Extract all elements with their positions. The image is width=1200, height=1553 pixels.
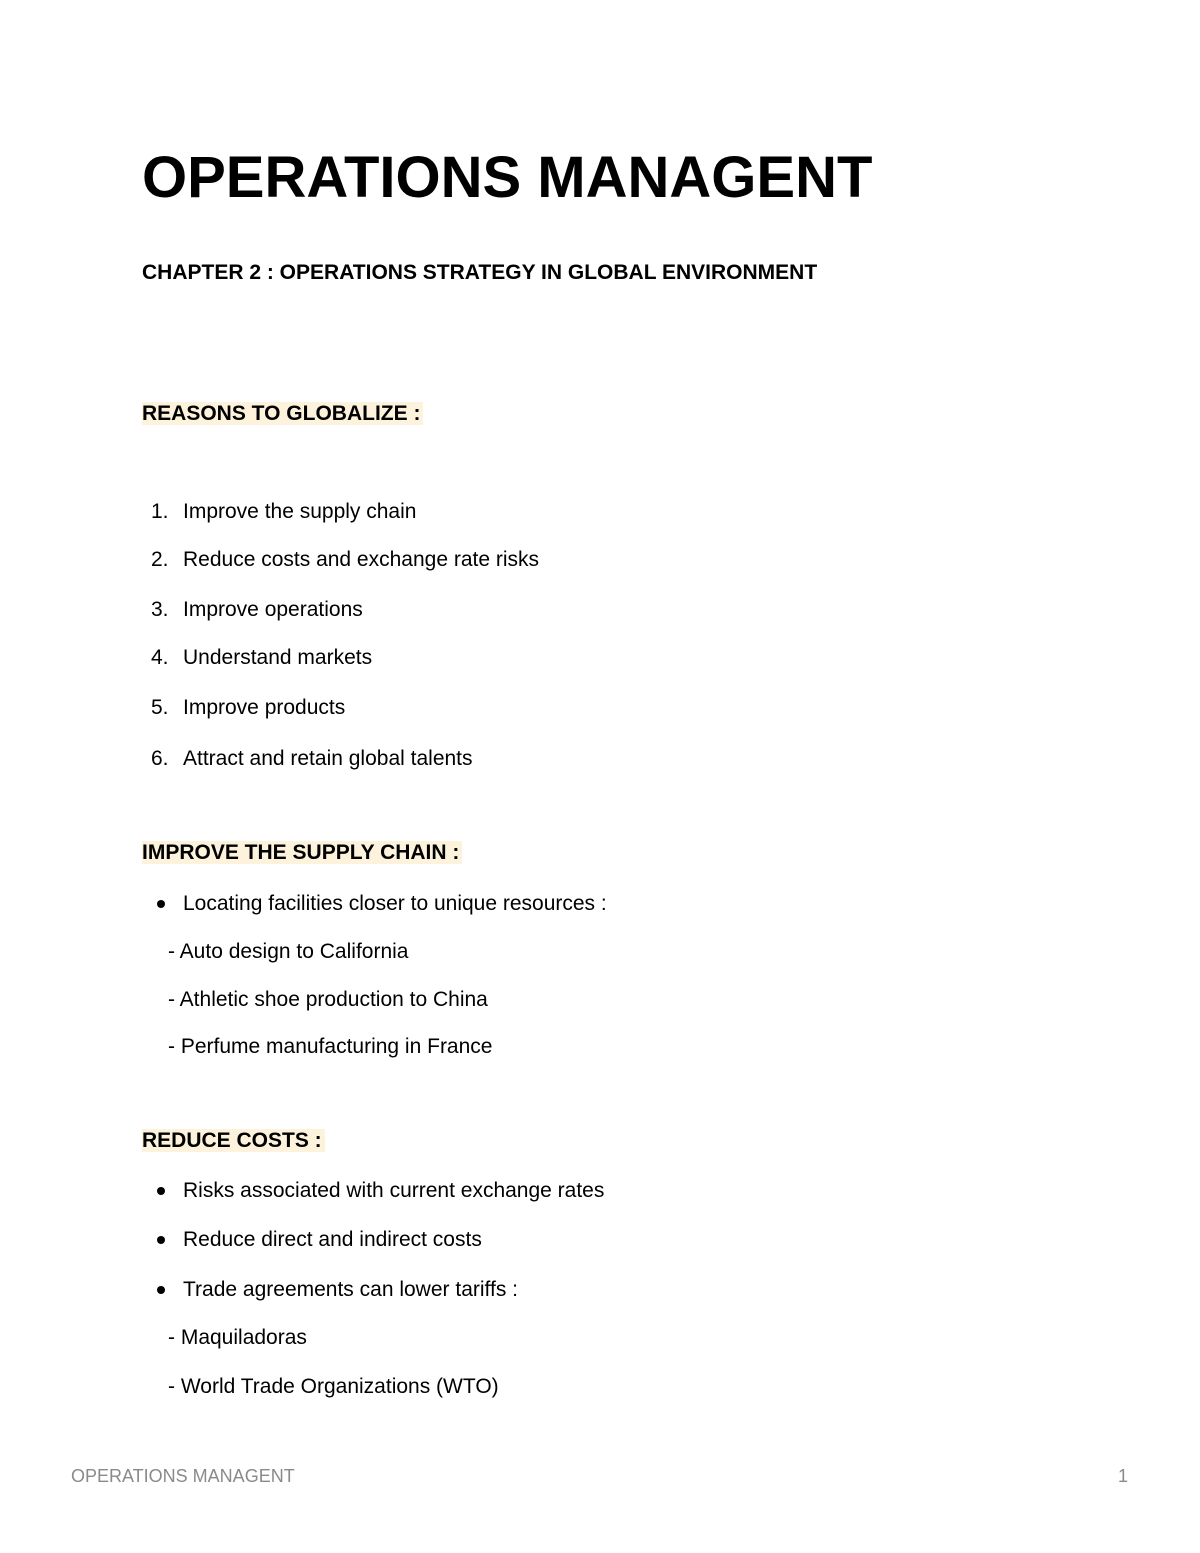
- chapter-heading: CHAPTER 2 : OPERATIONS STRATEGY IN GLOBAL ENVIRONMENT: [142, 261, 818, 284]
- reduce-costs-heading: [142, 1127, 325, 1155]
- list-item-text: Risks associated with current exchange rates: [183, 1179, 605, 1202]
- bullet-dot: [157, 1286, 165, 1294]
- list-item-text: Reduce direct and indirect costs: [183, 1228, 482, 1251]
- list-item-text: Locating facilities closer to unique resources :: [183, 892, 607, 915]
- list-item-number: 6.: [151, 747, 169, 770]
- bullet-dot: [157, 1236, 165, 1244]
- reduce-costs-heading-text: REDUCE COSTS :: [142, 1129, 325, 1152]
- list-item-number: 4.: [151, 646, 169, 669]
- sub-item: - Auto design to California: [168, 940, 409, 963]
- sub-item: - World Trade Organizations (WTO): [168, 1375, 499, 1398]
- supply-chain-heading: [142, 839, 462, 867]
- sub-item: - Athletic shoe production to China: [168, 988, 488, 1011]
- list-item-text: Improve the supply chain: [183, 500, 417, 523]
- bullet-dot: [157, 900, 165, 908]
- list-item-text: Improve operations: [183, 598, 363, 621]
- list-item-text: Improve products: [183, 696, 346, 719]
- page-title: OPERATIONS MANAGENT: [142, 145, 873, 210]
- sub-item: - Perfume manufacturing in France: [168, 1035, 493, 1058]
- sub-item: - Maquiladoras: [168, 1326, 307, 1349]
- list-item-text: Trade agreements can lower tariffs :: [183, 1278, 518, 1301]
- reasons-heading-text: REASONS TO GLOBALIZE :: [142, 402, 423, 425]
- page-number: 1: [1118, 1466, 1129, 1486]
- list-item-text: Reduce costs and exchange rate risks: [183, 548, 540, 571]
- list-item-number: 3.: [151, 598, 169, 621]
- supply-chain-heading-text: IMPROVE THE SUPPLY CHAIN :: [142, 841, 462, 864]
- list-item-number: 2.: [151, 548, 169, 571]
- list-item-text: Attract and retain global talents: [183, 747, 473, 770]
- footer-title: OPERATIONS MANAGENT: [71, 1466, 295, 1486]
- list-item-text: Understand markets: [183, 646, 373, 669]
- list-item-number: 1.: [151, 500, 169, 523]
- reasons-heading: [142, 400, 423, 428]
- list-item-number: 5.: [151, 696, 169, 719]
- bullet-dot: [157, 1187, 165, 1195]
